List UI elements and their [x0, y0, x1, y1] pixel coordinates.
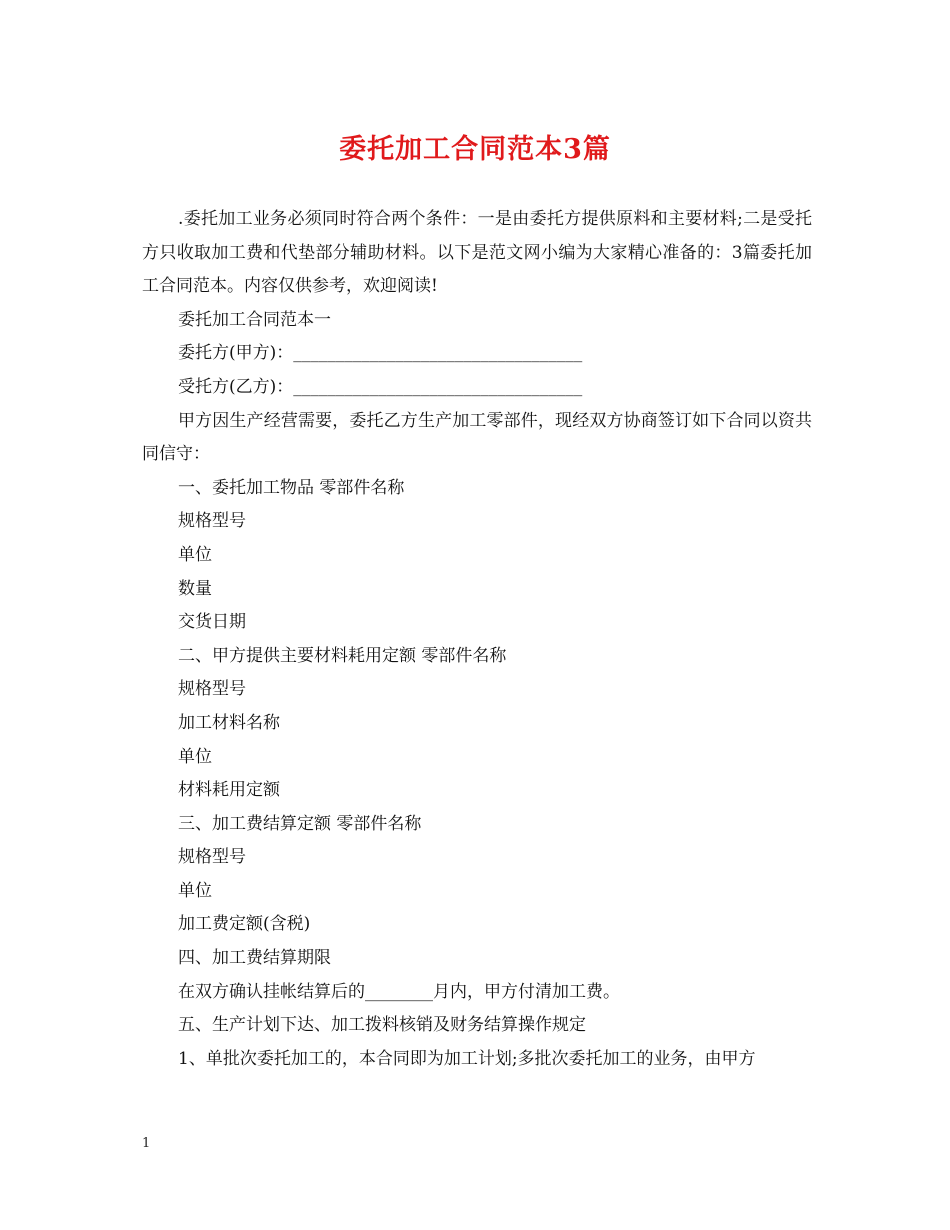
list-item: 交货日期 [178, 612, 246, 633]
paragraph-party-a: 委托方(甲方)：__________________________________ [178, 343, 583, 364]
paragraph-party-b: 受托方(乙方)：__________________________________ [178, 376, 583, 397]
list-item: 规格型号 [178, 847, 246, 868]
list-item: 数量 [178, 578, 212, 599]
page-number: 1 [142, 1136, 151, 1151]
section-heading-1: 一、委托加工物品 零部件名称 [178, 477, 405, 498]
list-item: 单位 [178, 544, 212, 565]
section-heading-3: 三、加工费结算定额 零部件名称 [178, 813, 422, 834]
paragraph-clause-1: 1、单批次委托加工的，本合同即为加工计划;多批次委托加工的业务，由甲方 [178, 1048, 756, 1069]
paragraph-intro: .委托加工业务必须同时符合两个条件：一是由委托方提供原料和主要材料;二是受托方只收取加工费和代垫部分辅助材料。以下是范文网小编为大家精心准备的：3篇委托加工合同范本。内容仅供参考，欢迎阅读! [142, 209, 812, 297]
list-item: 加工费定额(含税) [178, 914, 311, 935]
list-item: 加工材料名称 [178, 712, 280, 733]
document-body [142, 203, 812, 1076]
list-item: 单位 [178, 880, 212, 901]
section-heading-5: 五、生产计划下达、加工拨料核销及财务结算操作规定 [178, 1015, 586, 1036]
list-item: 规格型号 [178, 511, 246, 532]
list-item: 规格型号 [178, 679, 246, 700]
paragraph-contract-heading: 委托加工合同范本一 [178, 309, 331, 330]
section-heading-2: 二、甲方提供主要材料耗用定额 零部件名称 [178, 645, 507, 666]
list-item: 单位 [178, 746, 212, 767]
list-item: 材料耗用定额 [178, 780, 280, 801]
paragraph-payment-term: 在双方确认挂帐结算后的________月内，甲方付清加工费。 [178, 981, 620, 1002]
paragraph-preamble: 甲方因生产经营需要，委托乙方生产加工零部件，现经双方协商签订如下合同以资共同信守： [142, 410, 812, 465]
document-title: 委托加工合同范本3篇 [339, 134, 611, 165]
section-heading-4: 四、加工费结算期限 [178, 948, 331, 969]
